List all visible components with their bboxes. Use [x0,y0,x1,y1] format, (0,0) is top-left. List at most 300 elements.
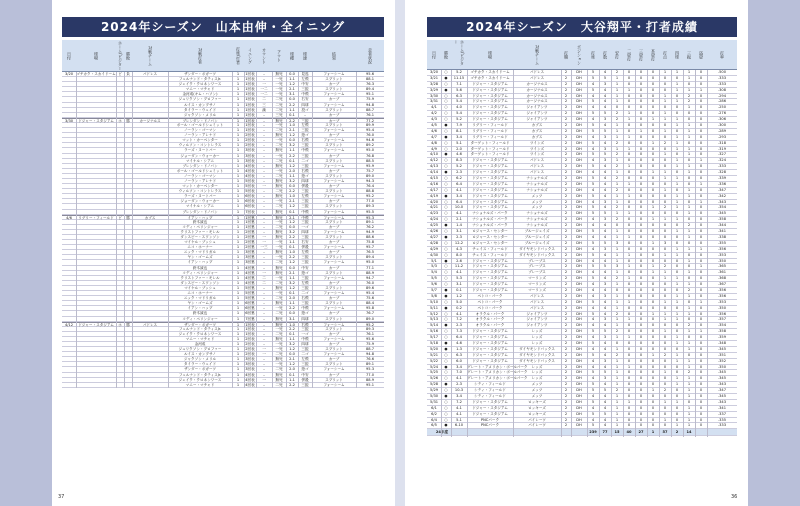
cell-avg: .343 [717,399,726,404]
cell-order: 2 [564,376,568,381]
cell-velocity: 94.9 [365,229,374,234]
cell-runner: 一 [262,347,266,352]
cell-3b: 0 [639,293,643,298]
cell-order: 2 [564,199,568,204]
cell-rbi: 1 [663,317,667,322]
cell-order: 2 [564,229,568,234]
cell-score: 7-9 [456,123,462,128]
cell-score: 4-1 [456,270,462,275]
cell-score: 2-3 [456,323,462,328]
cell-runner: – [263,362,265,367]
cell-avg: .300 [717,123,726,128]
cell-so: 1 [687,193,691,198]
cell-pa: 5 [591,128,595,133]
cell-hr: 0 [651,399,655,404]
cell-opponent: パイレーツ [528,423,546,428]
cell-score: 6-4 [456,335,462,340]
cell-score: 1-2 [456,293,462,298]
cell-sb: 0 [699,411,703,416]
cell-out: 一死 [275,362,283,367]
cell-avg: .356 [717,287,726,292]
cell-order: 2 [564,329,568,334]
cell-out: 二死 [275,382,283,387]
cell-pa: 4 [591,187,595,192]
cell-opponent: パドレス [142,322,158,327]
cell-bb: 0 [675,234,679,239]
cell-velocity: 75.8 [365,240,374,245]
cell-outcome: 遊ゴ [301,367,309,372]
cell-date: 3/21 [429,75,439,80]
cell-hits: 2 [615,187,619,192]
cell-runner: – [263,296,265,301]
cell-avg: .333 [717,81,726,86]
cell-order: 2 [564,176,568,181]
cell-ab: 3 [603,293,607,298]
cell-so: 1 [687,205,691,210]
cell-ab: 4 [603,164,607,169]
cell-runner: – [263,357,265,362]
cell-date: 4/28 [429,240,439,245]
cell-avg: .355 [717,240,726,245]
cell-park: ゴチカク・スカイドーム [470,70,510,74]
cell-velocity: 77.0 [365,199,374,204]
cell-opponent: パドレス [529,164,545,169]
cell-date: 5/1 [431,258,437,263]
cell-result: ● [444,323,448,328]
cell-position: DH [576,223,582,228]
cell-runner: 一 [262,377,266,382]
cell-pa: 1 [236,72,240,76]
cell-so: 1 [687,134,691,139]
cell-2b: 1 [627,335,631,340]
cell-opponent: レッズ [531,376,543,381]
cell-position: DH [576,211,582,216]
cell-rbi: 0 [663,234,667,239]
cell-order: 2 [564,246,568,251]
cell-outcome: 右飛 [301,138,309,143]
cell-3b: 0 [639,146,643,151]
cell-count: 1-1 [289,240,295,245]
cell-pitch: フォーシーム [323,352,345,357]
cell-date: 5/7 [431,287,437,292]
cell-count: 0-1 [289,112,295,117]
cell-park: ドジャー・スタジアム [472,170,508,175]
cell-out: 二死 [275,331,283,336]
cell-order: 2 [564,105,568,110]
cell-park: ドジャー・スタジアム [472,264,508,269]
cell-runner: 満 [262,107,266,112]
cell-inning: 6回表 [245,199,255,204]
cell-hits: 1 [615,393,619,398]
cell-result: ○ [444,405,448,410]
cell-pa: 1 [236,322,240,327]
cell-bb: 0 [675,152,679,157]
cell-bb: 1 [675,299,679,304]
cell-pa: 1 [236,77,240,82]
cell-pa: 1 [236,229,240,234]
cell-3b: 0 [639,187,643,192]
cell-avg: .350 [717,258,726,263]
cell-avg: .308 [717,87,726,92]
cell-2b: 1 [627,264,631,269]
cell-sb: 0 [699,270,703,275]
cell-out: 二死 [275,224,283,229]
cell-hr: 0 [651,370,655,375]
cell-rbi: 1 [663,270,667,275]
cell-batter: ザンダー・ボガーツ [184,367,216,372]
cell-batter: ルイス・カンプサノ [184,352,216,357]
cell-pa: 4 [591,93,595,98]
cell-hits: 1 [615,199,619,204]
cell-pa: 1 [236,265,240,270]
cell-batter: ザンダー・ボガーツ [184,72,216,76]
cell-count: 1-2 [289,133,295,138]
total-cell: 77 [602,430,608,435]
cell-pa: 1 [236,82,240,87]
cell-hits: 0 [615,105,619,110]
cell-hr: 0 [651,123,655,128]
cell-order: 2 [564,405,568,410]
cell-inning: 6回裏 [245,311,255,316]
cell-avg: .293 [717,134,726,139]
cell-batter: マニー・マチャド [185,336,215,341]
cell-hits: 1 [615,193,619,198]
cell-opponent: ダイヤモンドバックス [519,346,555,351]
cell-sb: 0 [699,370,703,375]
cell-position: DH [576,282,582,287]
cell-sb: 0 [699,187,703,192]
cell-rbi: 0 [663,181,667,186]
cell-so: 1 [687,70,691,74]
cell-hr: 0 [651,329,655,334]
cell-pa: 4 [591,246,595,251]
cell-sb: 0 [699,152,703,157]
cell-count: 2-2 [289,382,295,387]
cell-avg: .345 [717,376,726,381]
cell-position: DH [576,364,582,369]
cell-hits: 2 [615,205,619,210]
cell-hr: 0 [651,87,655,92]
cell-pa: 5 [591,229,595,234]
cell-result: ○ [444,217,448,222]
cell-opponent: ブルージェイズ [524,240,550,245]
cell-pitch: カーブ [328,224,340,229]
cell-runner: 一 [262,240,266,245]
cell-pa: 5 [591,340,595,345]
cell-out: 無死 [275,178,283,183]
cell-order: 2 [564,382,568,387]
cell-hr: 0 [651,181,655,186]
cell-inning: 1回表 [245,112,255,117]
cell-date: 5/8 [431,293,437,298]
cell-score: 4-3 [456,246,462,251]
cell-score: 3-1 [456,229,462,234]
cell-order: 2 [564,128,568,133]
right-table-body [427,70,737,436]
cell-bb: 1 [675,376,679,381]
cell-runner: – [263,382,265,387]
cell-so: 0 [687,81,691,86]
cell-avg: .353 [717,252,726,257]
cell-ab: 4 [603,399,607,404]
cell-hits: 1 [615,181,619,186]
cell-count: 3-1 [289,316,295,321]
cell-bb: 0 [675,405,679,410]
cell-outcome: 中安 [301,82,309,87]
cell-date: 5/30 [429,393,439,398]
cell-inning: 1回裏 [245,215,255,220]
cell-runner: – [263,77,265,82]
cell-park: リグリー・フィールド [78,215,114,220]
cell-result: ○ [444,388,448,393]
cell-velocity: 88.1 [365,77,374,82]
cell-2b: 1 [627,111,631,116]
cell-park: シティ・フィールド [474,393,506,398]
cell-3b: 0 [639,311,643,316]
cell-hr: 1 [651,352,655,357]
cell-outcome: 併殺 [301,184,309,189]
cell-position: DH [576,152,582,157]
cell-opponent: メッツ [531,382,543,387]
cell-opponent: ナショナルズ [526,187,548,192]
cell-hits: 1 [615,299,619,304]
cell-hr: 0 [651,146,655,151]
cell-pa: 1 [236,260,240,265]
cell-park: グレート・アメリカン・ボールパーク [467,364,528,369]
cell-pitch: スプリット [325,270,343,275]
total-row [427,429,737,436]
cell-order: 2 [564,205,568,210]
cell-3b: 0 [639,134,643,139]
cell-bb: 0 [675,211,679,216]
cell-rbi: 0 [663,323,667,328]
cell-date: 4/17 [429,187,439,192]
cell-inning: 3回表 [245,148,255,153]
cell-park: ドジャー・スタジアム [472,187,508,192]
cell-inning: 6回表 [245,194,255,199]
cell-outcome: 三振 [301,87,309,92]
cell-batter: ジェイク・クロネンワース [178,82,222,87]
cell-position: DH [576,305,582,310]
cell-position: DH [576,187,582,192]
cell-date: 3/29 [429,87,439,92]
cell-pa: 1 [236,301,240,306]
cell-3b: 0 [639,329,643,334]
cell-runner: – [263,143,265,148]
cell-2b: 0 [627,411,631,416]
cell-velocity: 94.7 [365,275,374,280]
cell-ab: 5 [603,388,607,393]
cell-result: ● [444,423,448,428]
cell-runner: – [263,168,265,173]
cell-order: 2 [564,340,568,345]
cell-date: 3/30 [429,93,439,98]
cell-hr: 0 [651,287,655,292]
cell-order: 2 [564,270,568,275]
cell-hr: 0 [651,193,655,198]
cell-park: ドジャー・スタジアム [472,117,508,122]
cell-avg: .338 [717,234,726,239]
cell-pa: 4 [591,217,595,222]
cell-2b: 1 [627,317,631,322]
cell-count: 1-2 [289,219,295,224]
cell-result: ○ [444,164,448,169]
cell-inning: 2回表 [245,336,255,341]
cell-order: 2 [564,211,568,216]
cell-count: 1-2 [289,347,295,352]
cell-batter: マイケル・シアニ [185,158,215,163]
cell-order: 2 [564,146,568,151]
cell-so: 1 [687,229,691,234]
cell-hr: 0 [651,252,655,257]
cell-runner: – [263,138,265,143]
cell-so: 1 [687,75,691,80]
cell-batter: マット・カーペンター [182,138,218,143]
cell-date: 6/5 [431,423,437,428]
cell-velocity: 88.9 [365,270,374,275]
cell-position: DH [576,217,582,222]
header-cell: 四球 [675,50,680,59]
cell-so: 1 [687,258,691,263]
cell-ab: 4 [603,311,607,316]
cell-out: 二死 [275,143,283,148]
cell-park: ドジャー・スタジアム [78,322,114,327]
cell-ab: 3 [603,282,607,287]
cell-inning: 2回裏 [245,245,255,250]
header-cell: ホーム/ビジター [118,40,123,71]
cell-bb: 0 [675,346,679,351]
cell-hits: 1 [615,346,619,351]
cell-position: DH [576,99,582,104]
cell-opponent: ジャイアンツ [526,117,548,122]
cell-count: 1-1 [289,173,295,178]
cell-result: ○ [444,376,448,381]
cell-hr: 0 [651,134,655,139]
cell-hr: 0 [651,411,655,416]
cell-count: 1-0 [289,250,295,255]
cell-ab: 4 [603,176,607,181]
cell-opponent: カージナルス [526,81,548,86]
cell-pa: 1 [236,118,240,123]
cell-sb: 0 [699,364,703,369]
cell-opponent: ナショナルズ [526,223,548,228]
cell-so: 0 [687,335,691,340]
cell-outcome: 三振 [301,153,309,158]
cell-pa: 1 [236,87,240,92]
cell-runner: – [263,291,265,296]
cell-3b: 0 [639,205,643,210]
cell-so: 1 [687,388,691,393]
cell-rbi: 0 [663,282,667,287]
cell-pitch: カーブ [328,240,340,245]
header-cell: 日付 [67,51,72,60]
cell-score: 5-2 [456,117,462,122]
cell-3b: 0 [639,270,643,275]
cell-pitch: カーブ [328,199,340,204]
cell-home-away: ビ [118,72,122,76]
cell-date: 4/21 [429,205,439,210]
cell-pa: 1 [236,275,240,280]
cell-pa: 4 [591,293,595,298]
cell-ab: 4 [603,299,607,304]
cell-count: 1-2 [289,285,295,290]
cell-pitch: カーブ [328,331,340,336]
cell-hr: 0 [651,405,655,410]
cell-hits: 2 [615,117,619,122]
cell-so: 1 [687,346,691,351]
cell-date: 4/16 [429,181,439,186]
cell-order: 2 [564,276,568,281]
cell-velocity: 88.7 [365,107,374,112]
cell-bb: 1 [675,317,679,322]
cell-pitch: スプリット [325,377,343,382]
cell-velocity: 76.0 [365,280,374,285]
header-cell: 結果 [332,51,337,60]
cell-date: 4/20 [429,199,439,204]
cell-velocity: 94.6 [365,138,374,143]
cell-runner: – [263,316,265,321]
cell-inning: 5回表 [245,184,255,189]
cell-3b: 0 [639,152,643,157]
cell-runner: – [263,128,265,133]
cell-outcome: 三振 [301,143,309,148]
right-margin-band [748,0,800,506]
cell-date: 5/12 [429,311,439,316]
cell-3b: 0 [639,181,643,186]
cell-batter: クリストファー・モレル [180,229,220,234]
cell-3b: 0 [639,370,643,375]
cell-date: 3/30 [64,118,74,123]
cell-batter: イアン・ハップ [187,306,213,311]
cell-bb: 0 [675,170,679,175]
cell-sb: 0 [699,335,703,340]
cell-pa: 4 [591,270,595,275]
cell-avg: .361 [717,270,726,275]
cell-rbi: 0 [663,305,667,310]
cell-sb: 1 [699,264,703,269]
cell-3b: 0 [639,87,643,92]
cell-result: ○ [444,335,448,340]
cell-so: 1 [687,405,691,410]
cell-hits: 2 [615,329,619,334]
cell-hr: 0 [651,158,655,163]
cell-position: DH [576,128,582,133]
cell-order: 2 [564,158,568,163]
cell-park: ドジャー・スタジアム [472,346,508,351]
cell-avg: .348 [717,340,726,345]
cell-position: DH [576,134,582,139]
cell-batter: 金河成 [194,341,206,346]
cell-so: 0 [687,117,691,122]
cell-avg: .359 [717,335,726,340]
cell-pa: 5 [591,388,595,393]
cell-position: DH [576,276,582,281]
cell-order: 2 [564,311,568,316]
cell-rbi: 0 [663,246,667,251]
cell-avg: .500 [717,70,726,74]
cell-result: 勝 [126,118,130,123]
cell-result: ● [444,193,448,198]
cell-rbi: 1 [663,370,667,375]
cell-hits: 1 [615,134,619,139]
cell-sb: 0 [699,399,703,404]
cell-avg: .319 [717,146,726,151]
cell-out: 二死 [275,97,283,102]
cell-so: 0 [687,240,691,245]
cell-runner: 二 [262,97,266,102]
cell-date: 5/31 [429,399,439,404]
cell-batter: クリストファー・モレル [180,275,220,280]
